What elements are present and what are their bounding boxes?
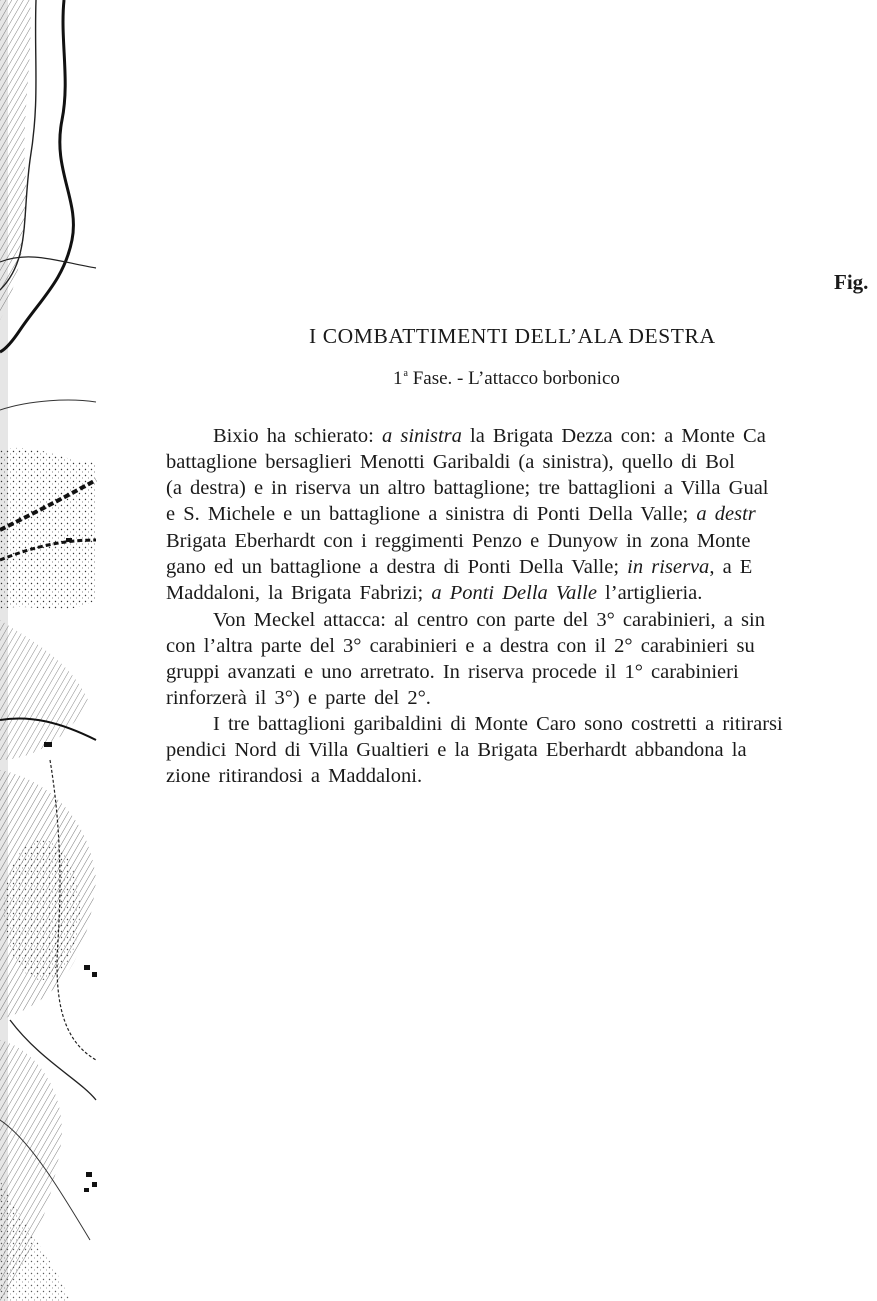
paragraph-line: gruppi avanzati e uno arretrato. In riserva procede il 1° carabinieri bbox=[166, 661, 739, 683]
text-run: la Brigata Dezza con: a Monte Ca bbox=[461, 425, 766, 447]
paragraph-line bbox=[213, 423, 766, 449]
map-illustration bbox=[0, 0, 112, 1301]
paragraph-line: con l’altra parte del 3° carabinieri e a destra con il 2° carabinieri su bbox=[166, 635, 755, 657]
italic-run: in riserva bbox=[627, 556, 710, 578]
subtitle-text: Fase. - L’attacco borbonico bbox=[407, 368, 620, 389]
text-run: Maddaloni, la Brigata Fabrizi; bbox=[166, 582, 432, 604]
paragraph-line: I tre battaglioni garibaldini di Monte Caro sono costretti a ritirarsi bbox=[213, 713, 783, 735]
subtitle-superscript: a bbox=[403, 368, 408, 379]
text-run: l’artiglieria. bbox=[596, 582, 703, 604]
paragraph-line: Brigata Eberhardt con i reggimenti Penzo e Dunyow in zona Monte bbox=[166, 530, 751, 552]
text-run: Bixio ha schierato: bbox=[213, 425, 382, 447]
text-run: gano ed un battaglione a destra di Ponti Della Valle; bbox=[166, 556, 628, 578]
paragraph-line: rinforzerà il 3°) e parte del 2°. bbox=[166, 687, 431, 709]
paragraph-line: zione ritirandosi a Maddaloni. bbox=[166, 765, 423, 787]
paragraph-line: Von Meckel attacca: al centro con parte del 3° carabinieri, a sin bbox=[213, 609, 765, 631]
paragraph-line: (a destra) e in riserva un altro battaglione; tre battaglioni a Villa Gual bbox=[166, 477, 769, 499]
paragraph-line bbox=[166, 554, 752, 580]
chapter-title: I COMBATTIMENTI DELL’ALA DESTRA bbox=[309, 324, 716, 348]
italic-run: a destr bbox=[696, 503, 756, 525]
paragraph-line bbox=[166, 580, 702, 606]
italic-run: a Ponti Della Valle bbox=[431, 582, 597, 604]
text-run: e S. Michele e un battaglione a sinistra di Ponti Della Valle; bbox=[166, 503, 697, 525]
section-subtitle bbox=[393, 368, 620, 390]
paragraph-line: pendici Nord di Villa Gualtieri e la Brigata Eberhardt abbandona la bbox=[166, 739, 747, 761]
figure-label: Fig. bbox=[834, 270, 869, 294]
paragraph-line bbox=[166, 501, 756, 527]
text-run: , a E bbox=[709, 556, 753, 578]
italic-run: a sinistra bbox=[381, 425, 462, 447]
paragraph-line: battaglione bersaglieri Menotti Garibaldi (a sinistra), quello di Bol bbox=[166, 451, 735, 473]
subtitle-number: 1 bbox=[393, 368, 403, 389]
